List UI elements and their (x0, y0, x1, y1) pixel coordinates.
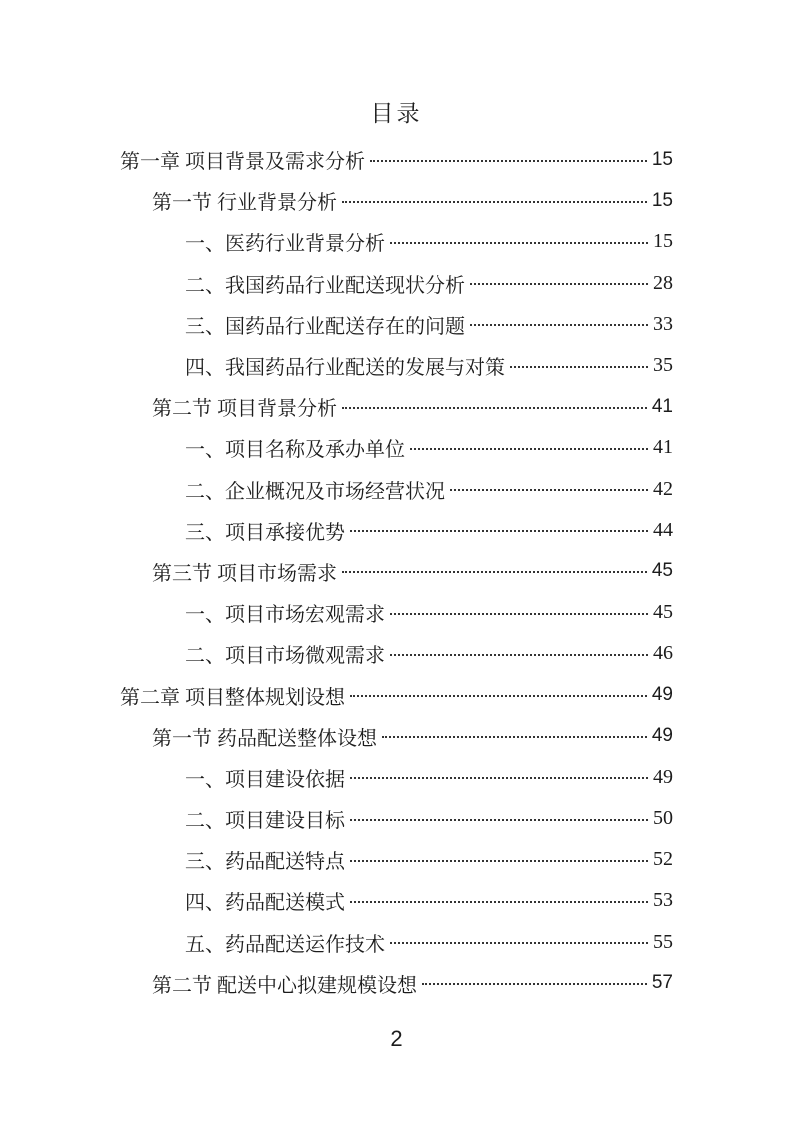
toc-entry[interactable] (120, 469, 673, 510)
dot-leader-line (390, 942, 648, 944)
toc-entry[interactable] (120, 263, 673, 304)
toc-entry[interactable] (120, 922, 673, 963)
toc-entry-page: 41 (651, 395, 673, 417)
dot-leader-line (390, 242, 648, 244)
toc-list (120, 139, 673, 1004)
toc-entry-label: 三、项目承接优势 (185, 521, 345, 544)
toc-entry-label: 四、药品配送模式 (185, 892, 345, 915)
toc-entry-page: 49 (653, 765, 673, 788)
dot-leader-line (382, 736, 647, 738)
toc-entry-page: 42 (653, 477, 673, 500)
toc-entry[interactable] (120, 839, 673, 880)
toc-entry[interactable] (120, 345, 673, 386)
toc-entry-page: 15 (651, 189, 673, 211)
toc-entry[interactable] (120, 386, 673, 427)
dot-leader-line (350, 695, 647, 697)
toc-entry-page: 49 (651, 684, 673, 706)
toc-entry[interactable] (120, 551, 673, 592)
dot-leader-line (350, 819, 648, 821)
toc-entry[interactable] (120, 880, 673, 921)
toc-entry-page: 35 (653, 354, 673, 377)
toc-entry-page: 55 (653, 930, 673, 953)
toc-entry-label: 三、药品配送特点 (185, 851, 345, 874)
toc-entry-label: 一、项目市场宏观需求 (185, 604, 385, 627)
toc-entry-page: 53 (653, 889, 673, 912)
toc-entry-label: 一、项目建设依据 (185, 768, 345, 791)
toc-entry-label: 二、我国药品行业配送现状分析 (185, 274, 465, 297)
toc-title: 目录 (370, 101, 423, 126)
dot-leader-line (370, 160, 647, 162)
toc-entry[interactable] (120, 963, 673, 1004)
toc-entry-page: 15 (653, 230, 673, 253)
toc-entry-label: 第三节 项目市场需求 (152, 562, 337, 585)
toc-entry-page: 45 (651, 560, 673, 582)
toc-entry-page: 57 (651, 972, 673, 994)
dot-leader-line (510, 366, 648, 368)
toc-entry[interactable] (120, 304, 673, 345)
toc-entry-page: 46 (653, 642, 673, 665)
toc-entry-page: 41 (653, 436, 673, 459)
toc-entry[interactable] (120, 592, 673, 633)
toc-entry-page: 52 (653, 848, 673, 871)
toc-entry[interactable] (120, 427, 673, 468)
toc-entry-label: 二、企业概况及市场经营状况 (185, 480, 445, 503)
toc-entry[interactable] (120, 510, 673, 551)
toc-entry[interactable] (120, 633, 673, 674)
dot-leader-line (342, 201, 647, 203)
dot-leader-line (390, 613, 648, 615)
toc-entry-label: 第一节 行业背景分析 (152, 192, 337, 215)
dot-leader-line (390, 654, 648, 656)
toc-entry-label: 第二章 项目整体规划设想 (120, 686, 345, 709)
dot-leader-line (342, 407, 647, 409)
toc-entry-page: 28 (653, 271, 673, 294)
toc-entry-label: 第二节 配送中心拟建规模设想 (152, 974, 417, 997)
toc-entry-label: 一、医药行业背景分析 (185, 233, 385, 256)
dot-leader-line (422, 983, 647, 985)
dot-leader-line (350, 901, 648, 903)
toc-entry[interactable] (120, 139, 673, 180)
toc-entry-label: 二、项目市场微观需求 (185, 645, 385, 668)
toc-entry[interactable] (120, 674, 673, 715)
toc-entry[interactable] (120, 180, 673, 221)
toc-entry[interactable] (120, 757, 673, 798)
dot-leader-line (350, 777, 648, 779)
toc-entry[interactable] (120, 798, 673, 839)
toc-entry-label: 四、我国药品行业配送的发展与对策 (185, 357, 505, 380)
toc-entry-label: 一、项目名称及承办单位 (185, 439, 405, 462)
dot-leader-line (350, 530, 648, 532)
toc-entry-label: 三、国药品行业配送存在的问题 (185, 315, 465, 338)
toc-entry-label: 第二节 项目背景分析 (152, 398, 337, 421)
toc-entry-page: 33 (653, 312, 673, 335)
dot-leader-line (410, 448, 648, 450)
page-number-footer: 2 (390, 1026, 403, 1051)
toc-entry-label: 五、药品配送运作技术 (185, 933, 385, 956)
dot-leader-line (350, 860, 648, 862)
toc-entry-page: 45 (653, 601, 673, 624)
toc-entry-page: 44 (653, 518, 673, 541)
toc-entry-page: 50 (653, 807, 673, 830)
toc-entry[interactable] (120, 716, 673, 757)
dot-leader-line (470, 324, 648, 326)
toc-entry[interactable] (120, 221, 673, 262)
toc-entry-label: 第一章 项目背景及需求分析 (120, 151, 365, 174)
dot-leader-line (470, 283, 648, 285)
toc-entry-label: 二、项目建设目标 (185, 810, 345, 833)
dot-leader-line (342, 571, 647, 573)
toc-entry-label: 第一节 药品配送整体设想 (152, 727, 377, 750)
toc-entry-page: 15 (651, 148, 673, 170)
toc-entry-page: 49 (651, 725, 673, 747)
dot-leader-line (450, 489, 648, 491)
